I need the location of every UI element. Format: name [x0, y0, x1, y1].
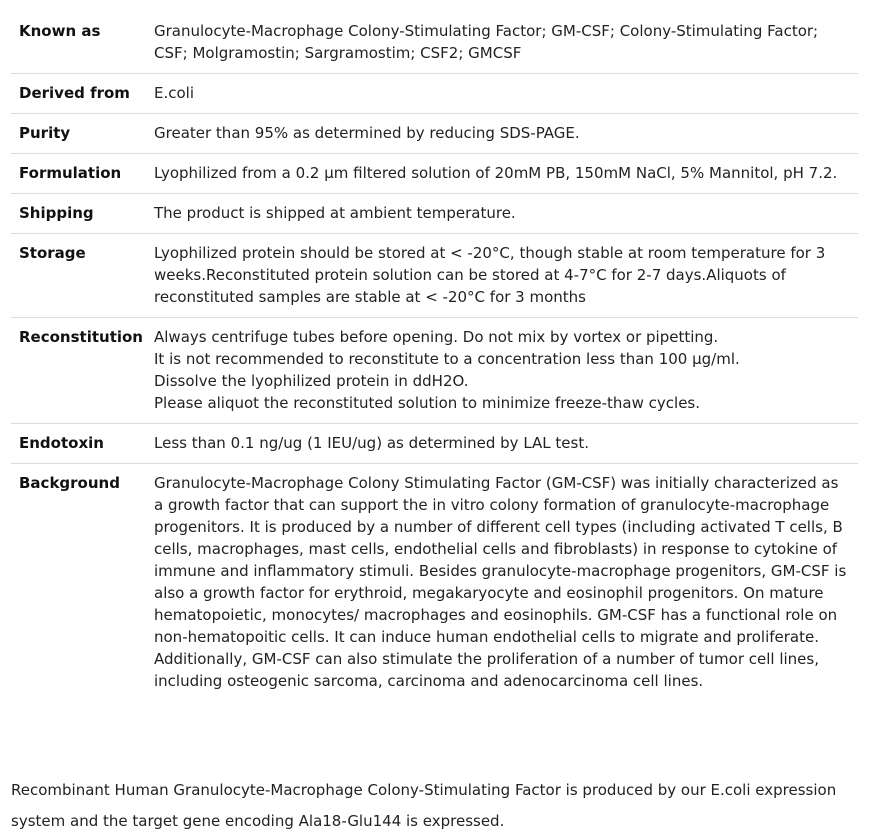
product-description: Recombinant Human Granulocyte-Macrophage Colony-Stimulating Factor is produced by our E.coli expression system and the target gene encoding Ala18-Glu144 is expressed. [11, 781, 837, 830]
spec-value: Greater than 95% as determined by reducing SDS-PAGE. [154, 114, 858, 154]
spec-value: E.coli [154, 74, 858, 114]
spec-value: The product is shipped at ambient temperature. [154, 194, 858, 234]
spec-row-shipping [11, 194, 858, 234]
spec-label: Reconstitution [11, 318, 154, 424]
spec-label: Background [19, 474, 120, 492]
reconstitution-line: It is not recommended to reconstitute to a concentration less than 100 μg/ml. [154, 350, 740, 368]
spec-row-formulation [11, 154, 858, 194]
spec-value: Granulocyte-Macrophage Colony-Stimulating Factor; GM-CSF; Colony-Stimulating Factor; CSF; Molgramostin; Sargramostim; CSF2; GMCSF [154, 12, 858, 74]
reconstitution-line: Please aliquot the reconstituted solution to minimize freeze-thaw cycles. [154, 394, 701, 412]
spec-row-storage [11, 234, 858, 318]
spec-row-background [11, 464, 858, 702]
reconstitution-line: Always centrifuge tubes before opening. Do not mix by vortex or pipetting. [154, 328, 719, 346]
spec-label: Formulation [11, 154, 154, 194]
spec-label: Purity [11, 114, 154, 154]
spec-value: Granulocyte-Macrophage Colony Stimulating Factor (GM-CSF) was initially characterized as a growth factor that can support the in vitro colony formation of granulocyte-macrophage progenitors. It is produced by a number of different cell types (including activated T cells, B cells, macrophages, mast cells, endothelial cells and fibroblasts) in response to cytokine of immune and inflammatory stimuli. Besides granulocyte-macrophage progenitors, GM-CSF is also a growth factor for erythroid, megakaryocyte and eosinophil progenitors. On mature hematopoietic, monocytes/ macrophages and eosinophils. GM-CSF has a functional role on non-hematopoitic cells. It can induce human endothelial cells to migrate and proliferate. Additionally, GM-CSF can also stimulate the proliferation of a number of tumor cell lines, including osteogenic sarcoma, carcinoma and adenocarcinoma cell lines. [154, 474, 847, 690]
spec-label: Storage [11, 234, 154, 318]
spec-label: Derived from [11, 74, 154, 114]
spec-row-endotoxin [11, 424, 858, 464]
spec-row-purity [11, 114, 858, 154]
spec-value: Lyophilized from a 0.2 μm filtered solution of 20mM PB, 150mM NaCl, 5% Mannitol, pH 7.2. [154, 154, 858, 194]
spec-row-known-as [11, 12, 858, 74]
spec-row-derived-from [11, 74, 858, 114]
spec-value: Less than 0.1 ng/ug (1 IEU/ug) as determined by LAL test. [154, 424, 858, 464]
spec-value: Lyophilized protein should be stored at < -20°C, though stable at room temperature for 3 weeks.Reconstituted protein solution can be stored at 4-7°C for 2-7 days.Aliquots of reconstituted samples are stable at < -20°C for 3 months [154, 234, 858, 318]
spec-row-reconstitution [11, 318, 858, 424]
reconstitution-line: Dissolve the lyophilized protein in ddH2O. [154, 372, 469, 390]
spec-label: Shipping [11, 194, 154, 234]
spec-value [154, 318, 858, 424]
product-spec-table [11, 12, 858, 701]
spec-label: Endotoxin [11, 424, 154, 464]
spec-label: Known as [11, 12, 154, 74]
